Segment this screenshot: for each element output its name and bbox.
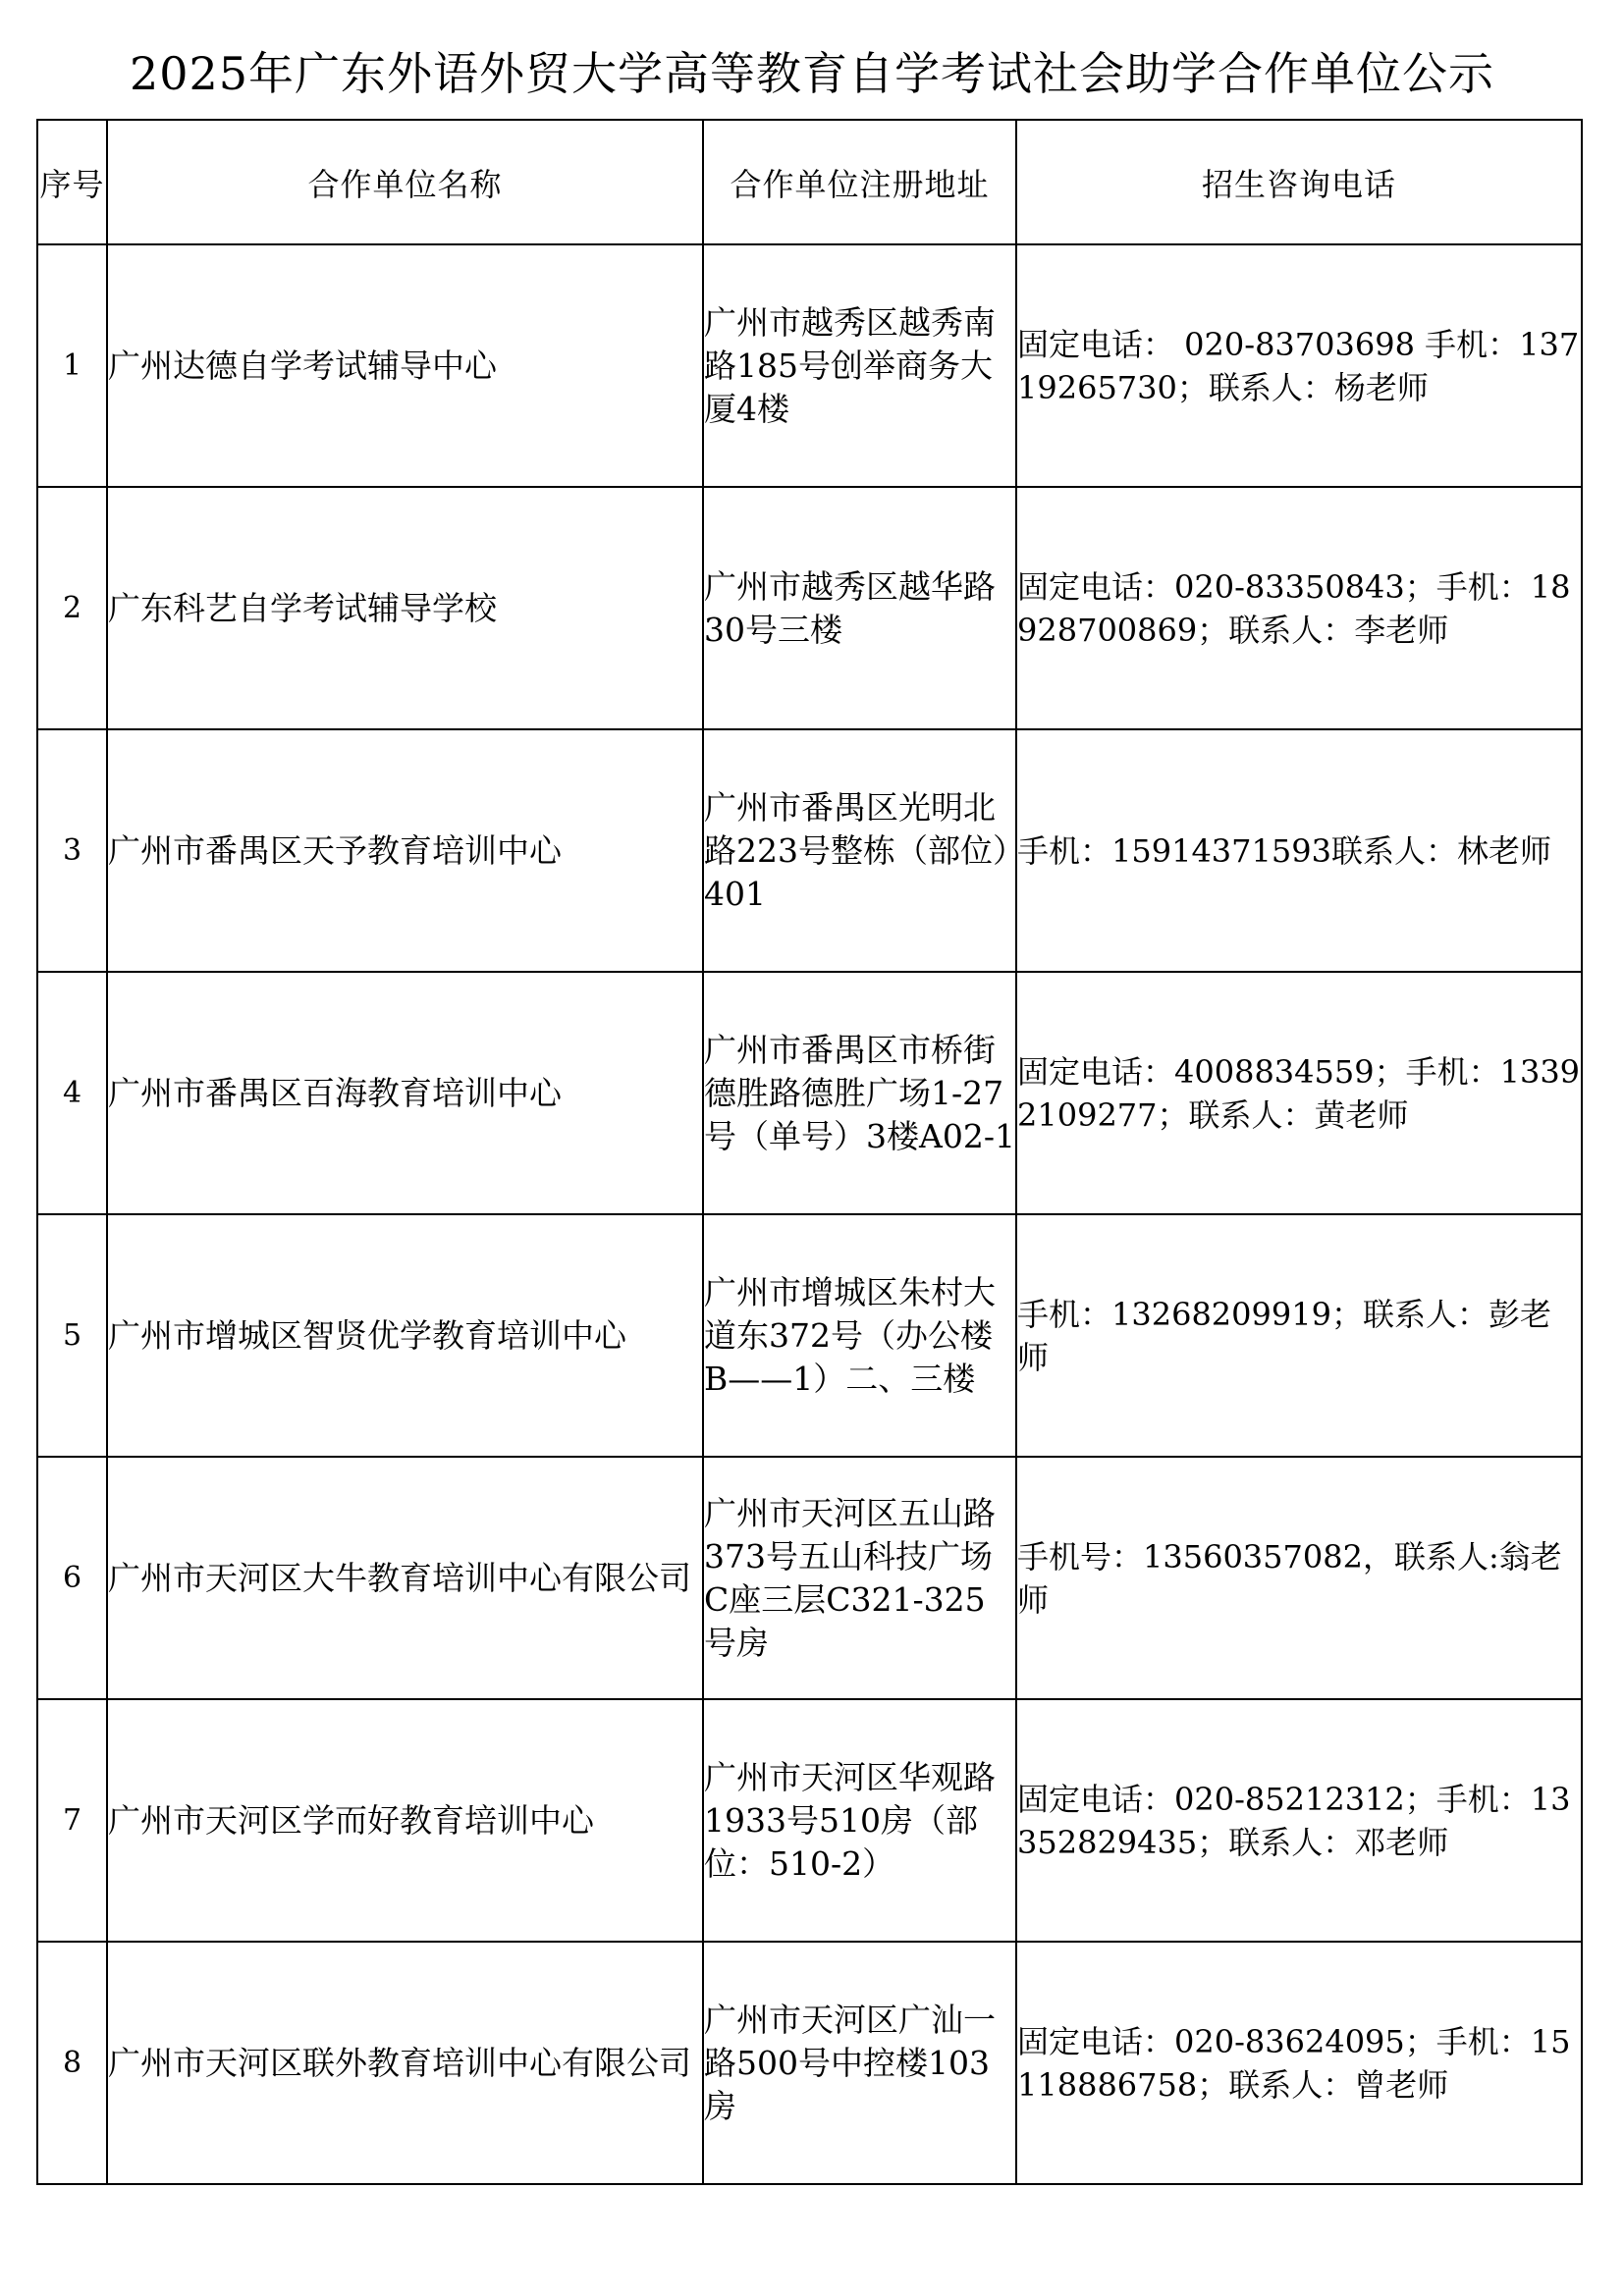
table-row bbox=[37, 244, 1582, 487]
page-title: 2025年广东外语外贸大学高等教育自学考试社会助学合作单位公示 bbox=[129, 47, 1495, 100]
row-phone: 固定电话：020-85212312；手机：13352829435；联系人：邓老师 bbox=[1016, 1699, 1582, 1942]
row-address: 广州市番禺区光明北路223号整栋（部位）401 bbox=[703, 729, 1016, 972]
row-phone: 手机：13268209919；联系人：彭老师 bbox=[1016, 1214, 1582, 1457]
table-row bbox=[37, 1214, 1582, 1457]
table-row bbox=[37, 729, 1582, 972]
table-row bbox=[37, 487, 1582, 729]
row-address: 广州市番禺区市桥街德胜路德胜广场1-27号（单号）3楼A02-1 bbox=[703, 972, 1016, 1214]
row-address: 广州市天河区五山路373号五山科技广场C座三层C321-325号房 bbox=[703, 1457, 1016, 1699]
row-phone: 固定电话： 020-83703698 手机：13719265730；联系人：杨老师 bbox=[1016, 244, 1582, 487]
row-no: 6 bbox=[37, 1457, 107, 1699]
table-row bbox=[37, 1942, 1582, 2184]
row-name: 广州达德自学考试辅导中心 bbox=[107, 244, 703, 487]
header-name: 合作单位名称 bbox=[107, 120, 703, 244]
header-no: 序号 bbox=[37, 120, 107, 244]
row-address: 广州市天河区广汕一路500号中控楼103房 bbox=[703, 1942, 1016, 2184]
row-name: 广州市番禺区百海教育培训中心 bbox=[107, 972, 703, 1214]
table-row bbox=[37, 1699, 1582, 1942]
table-row bbox=[37, 972, 1582, 1214]
row-phone: 手机号：13560357082，联系人:翁老师 bbox=[1016, 1457, 1582, 1699]
row-phone: 手机：15914371593联系人：林老师 bbox=[1016, 729, 1582, 972]
row-name: 广州市天河区学而好教育培训中心 bbox=[107, 1699, 703, 1942]
table-header bbox=[37, 120, 1582, 244]
row-no: 2 bbox=[37, 487, 107, 729]
row-no: 4 bbox=[37, 972, 107, 1214]
row-no: 7 bbox=[37, 1699, 107, 1942]
row-no: 3 bbox=[37, 729, 107, 972]
row-phone: 固定电话：020-83624095；手机：15118886758；联系人：曾老师 bbox=[1016, 1942, 1582, 2184]
row-address: 广州市越秀区越秀南路185号创举商务大厦4楼 bbox=[703, 244, 1016, 487]
header-row bbox=[37, 120, 1582, 244]
row-name: 广州市天河区大牛教育培训中心有限公司 bbox=[107, 1457, 703, 1699]
table-row bbox=[37, 1457, 1582, 1699]
row-no: 8 bbox=[37, 1942, 107, 2184]
row-no: 1 bbox=[37, 244, 107, 487]
row-phone: 固定电话：4008834559；手机：13392109277；联系人：黄老师 bbox=[1016, 972, 1582, 1214]
row-name: 广州市增城区智贤优学教育培训中心 bbox=[107, 1214, 703, 1457]
row-address: 广州市天河区华观路1933号510房（部位：510-2） bbox=[703, 1699, 1016, 1942]
row-address: 广州市越秀区越华路30号三楼 bbox=[703, 487, 1016, 729]
row-address: 广州市增城区朱村大道东372号（办公楼B——1）二、三楼 bbox=[703, 1214, 1016, 1457]
row-name: 广州市番禺区天予教育培训中心 bbox=[107, 729, 703, 972]
partner-table bbox=[36, 119, 1583, 2185]
table-body bbox=[37, 244, 1582, 2184]
row-no: 5 bbox=[37, 1214, 107, 1457]
row-name: 广州市天河区联外教育培训中心有限公司 bbox=[107, 1942, 703, 2184]
row-name: 广东科艺自学考试辅导学校 bbox=[107, 487, 703, 729]
header-phone: 招生咨询电话 bbox=[1016, 120, 1582, 244]
header-address: 合作单位注册地址 bbox=[703, 120, 1016, 244]
row-phone: 固定电话：020-83350843；手机：18928700869；联系人：李老师 bbox=[1016, 487, 1582, 729]
